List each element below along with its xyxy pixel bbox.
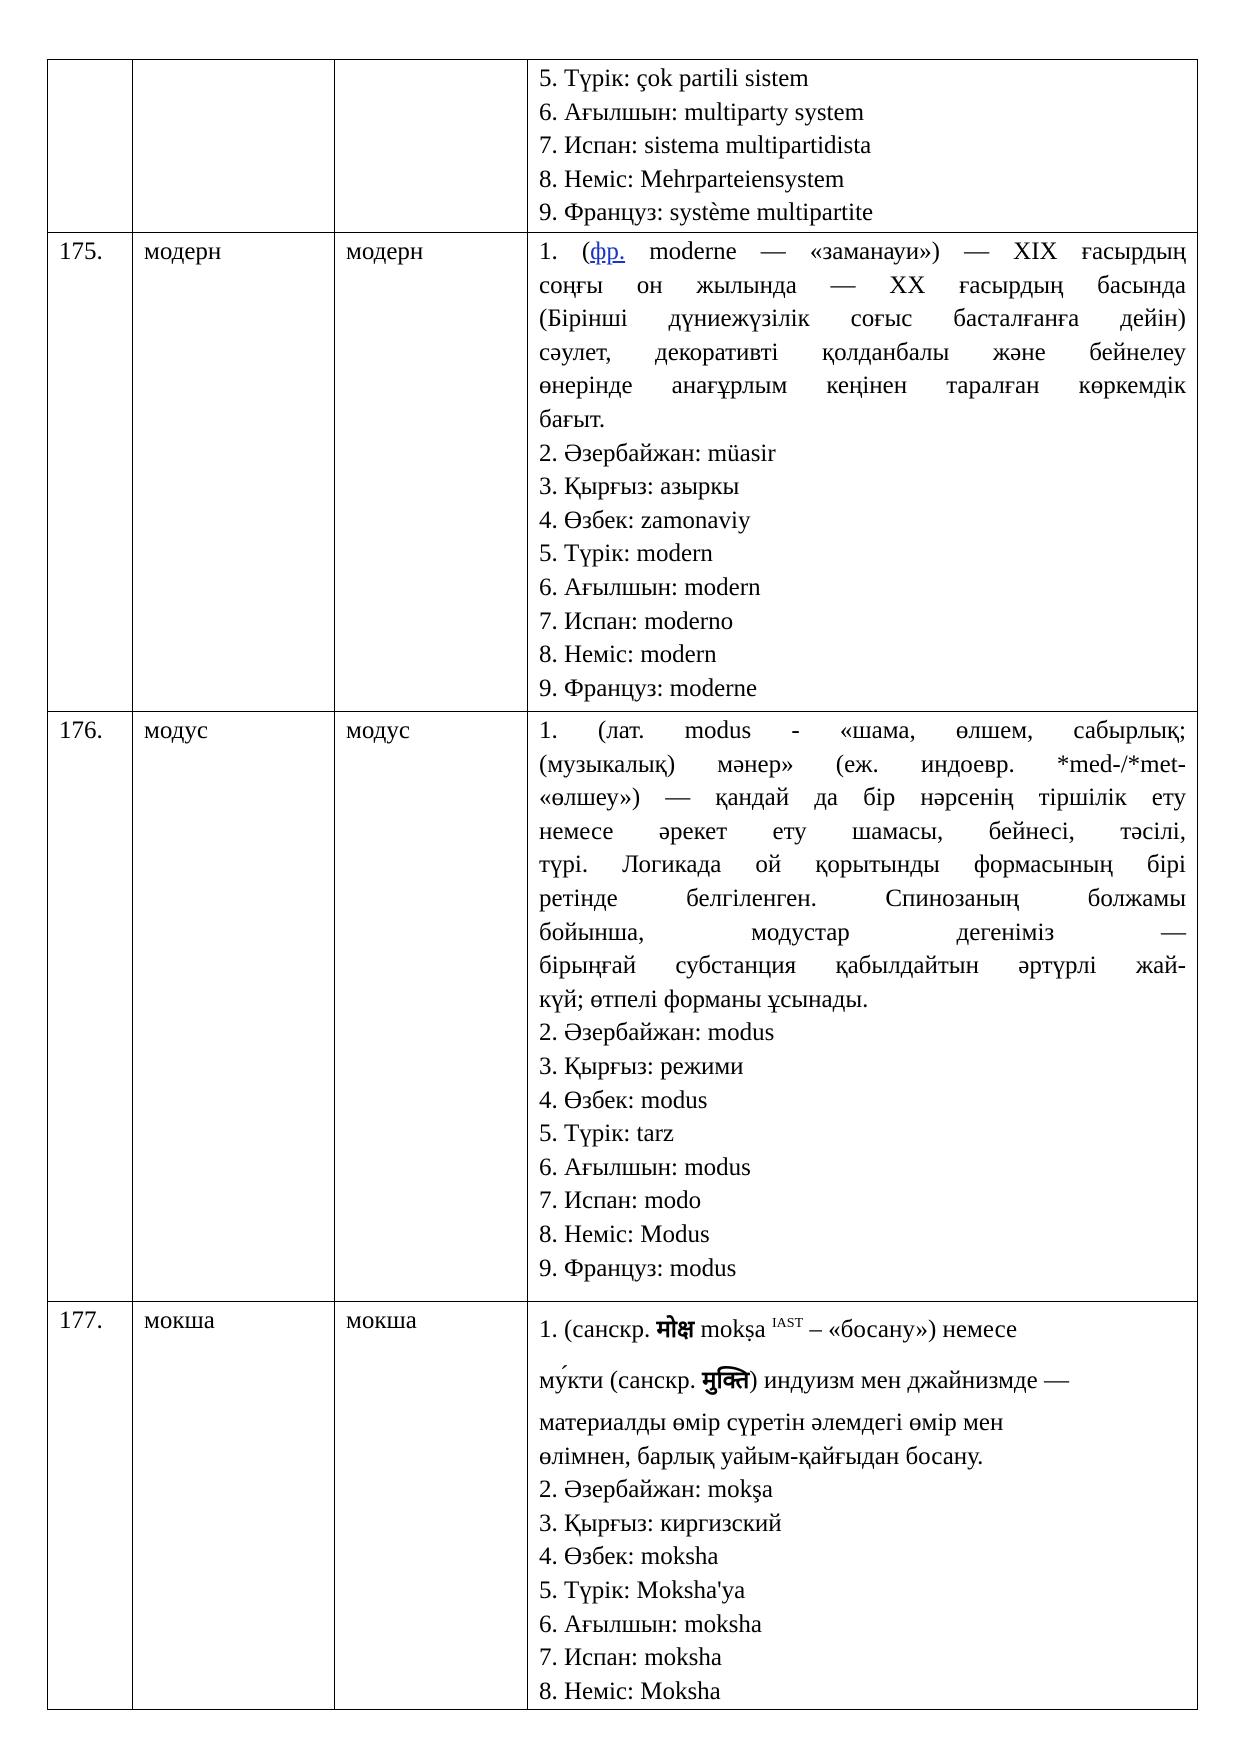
definition-line: күй; өтпелі форманы ұсынады. [539, 985, 869, 1013]
row-number [48, 60, 133, 233]
definition-line: соңғы он жылында — XX ғасырдың басында [539, 271, 1186, 299]
sanskrit-word: मोक्ष [656, 1315, 695, 1343]
term-kazakh: модерн [133, 233, 335, 712]
translation-line: 6. Ағылшын: moksha [539, 1610, 762, 1638]
translation-line: 2. Әзербайжан: mokşa [539, 1476, 773, 1504]
sanskrit-word: मुक्ति [702, 1366, 750, 1394]
definition-line: материалды өмір сүретін әлемдегі өмір мен [539, 1409, 1004, 1436]
translation-line: 5. Түрік: tarz [539, 1120, 675, 1148]
translation-line: 4. Өзбек: moksha [539, 1543, 719, 1571]
translation-line: 9. Француз: moderne [539, 674, 758, 702]
translation-line: 7. Испан: moderno [539, 607, 734, 635]
translation-line: 5. Түрік: Moksha'ya [539, 1576, 746, 1604]
definition-cell [528, 1302, 1198, 1710]
definition-line: өнерінде анағұрлым кеңінен таралған көркемдік [539, 372, 1186, 400]
translation-line: 7. Испан: sistema multipartidista [539, 132, 872, 160]
translation-line: 8. Неміс: Mehrparteiensystem [539, 165, 845, 193]
table-row [48, 712, 1198, 1302]
translation-line: 8. Неміс: Modus [539, 1220, 710, 1248]
translation-line: 3. Қырғыз: киргизский [539, 1509, 782, 1537]
definition-cell [528, 712, 1198, 1302]
term-kazakh: модус [133, 712, 335, 1302]
translation-line: 2. Әзербайжан: modus [539, 1019, 775, 1047]
row-number: 176. [48, 712, 133, 1302]
term-kazakh: мокша [133, 1302, 335, 1710]
definition-line: (Бірінші дүниежүзілік соғыс басталғанға дейін) [539, 305, 1186, 333]
definition-line [539, 1304, 1186, 1355]
definition-cell [528, 233, 1198, 712]
definition-text: 1. (санскр. [539, 1316, 657, 1343]
translation-line: 9. Француз: modus [539, 1254, 737, 1282]
term-source: модус [335, 712, 528, 1302]
row-number: 177. [48, 1302, 133, 1710]
table-row [48, 60, 1198, 233]
definition-line: бағыт. [539, 405, 606, 433]
iast-superscript: IAST [772, 1316, 804, 1331]
translation-line: 8. Неміс: Moksha [539, 1677, 721, 1705]
definition-text: ) индуизм мен джайнизмде — [749, 1367, 1069, 1394]
translation-line: 7. Испан: modo [539, 1187, 702, 1215]
translation-line: 6. Ағылшын: modern [539, 573, 761, 601]
definition-line: сәулет, декоративті қолданбалы және бейнелеу [539, 338, 1186, 366]
table-row [48, 233, 1198, 712]
definition-cell [528, 60, 1198, 233]
translation-line: 4. Өзбек: zamonaviy [539, 506, 751, 534]
definition-line: немесе әрекет ету шамасы, бейнесі, тәсілі, [539, 817, 1186, 845]
definition-line: өлімнен, барлық уайым-қайғыдан босану. [539, 1442, 984, 1470]
translation-line: 4. Өзбек: modus [539, 1086, 708, 1114]
translation-line: 5. Түрік: çok partili sistem [539, 65, 809, 92]
translation-line: 5. Түрік: modern [539, 540, 713, 568]
language-abbrev-link[interactable]: фр. [590, 238, 626, 265]
definition-line [539, 235, 1186, 269]
translation-line: 2. Әзербайжан: müasir [539, 439, 776, 467]
table-row [48, 1302, 1198, 1710]
definition-line: ретінде белгіленген. Спинозаның болжамы [539, 884, 1186, 912]
row-number: 175. [48, 233, 133, 712]
translation-line: 3. Қырғыз: режими [539, 1052, 744, 1080]
definition-line [539, 1355, 1186, 1406]
definition-line: (музыкалық) мәнер» (еж. индоевр. *med-/*met- [539, 750, 1186, 778]
translation-line: 8. Неміс: modern [539, 641, 717, 669]
translation-line: 6. Ағылшын: multiparty system [539, 98, 865, 126]
definition-line: «өлшеу») — қандай да бір нәрсенің тіршілік ету [539, 784, 1186, 812]
term-source [335, 60, 528, 233]
translation-line: 3. Қырғыз: азыркы [539, 473, 740, 501]
term-kazakh [133, 60, 335, 233]
definition-text: – «босану») немесе [803, 1316, 1018, 1343]
glossary-page [47, 59, 1197, 1710]
term-source: мокша [335, 1302, 528, 1710]
definition-line: түрі. Логикада ой қорытынды формасының бірі [539, 851, 1186, 879]
definition-line: бірыңғай субстанция қабылдайтын әртүрлі жай- [539, 952, 1186, 980]
definition-line: бойынша, модустар дегеніміз — [539, 918, 1186, 946]
translation-line: 9. Француз: système multipartite [539, 199, 874, 227]
term-source: модерн [335, 233, 528, 712]
definition-open: 1. ( [539, 238, 591, 265]
definition-line: 1. (лат. modus - «шама, өлшем, сабырлық; [539, 717, 1186, 744]
definition-text: moderne — «заманауи») — XIX ғасырдың [625, 238, 1186, 265]
definition-text: му́кти (санскр. [539, 1367, 703, 1394]
definition-text: mokṣa [694, 1316, 773, 1343]
translation-line: 6. Ағылшын: modus [539, 1153, 751, 1181]
translation-line: 7. Испан: moksha [539, 1644, 722, 1672]
glossary-table [47, 59, 1198, 1710]
